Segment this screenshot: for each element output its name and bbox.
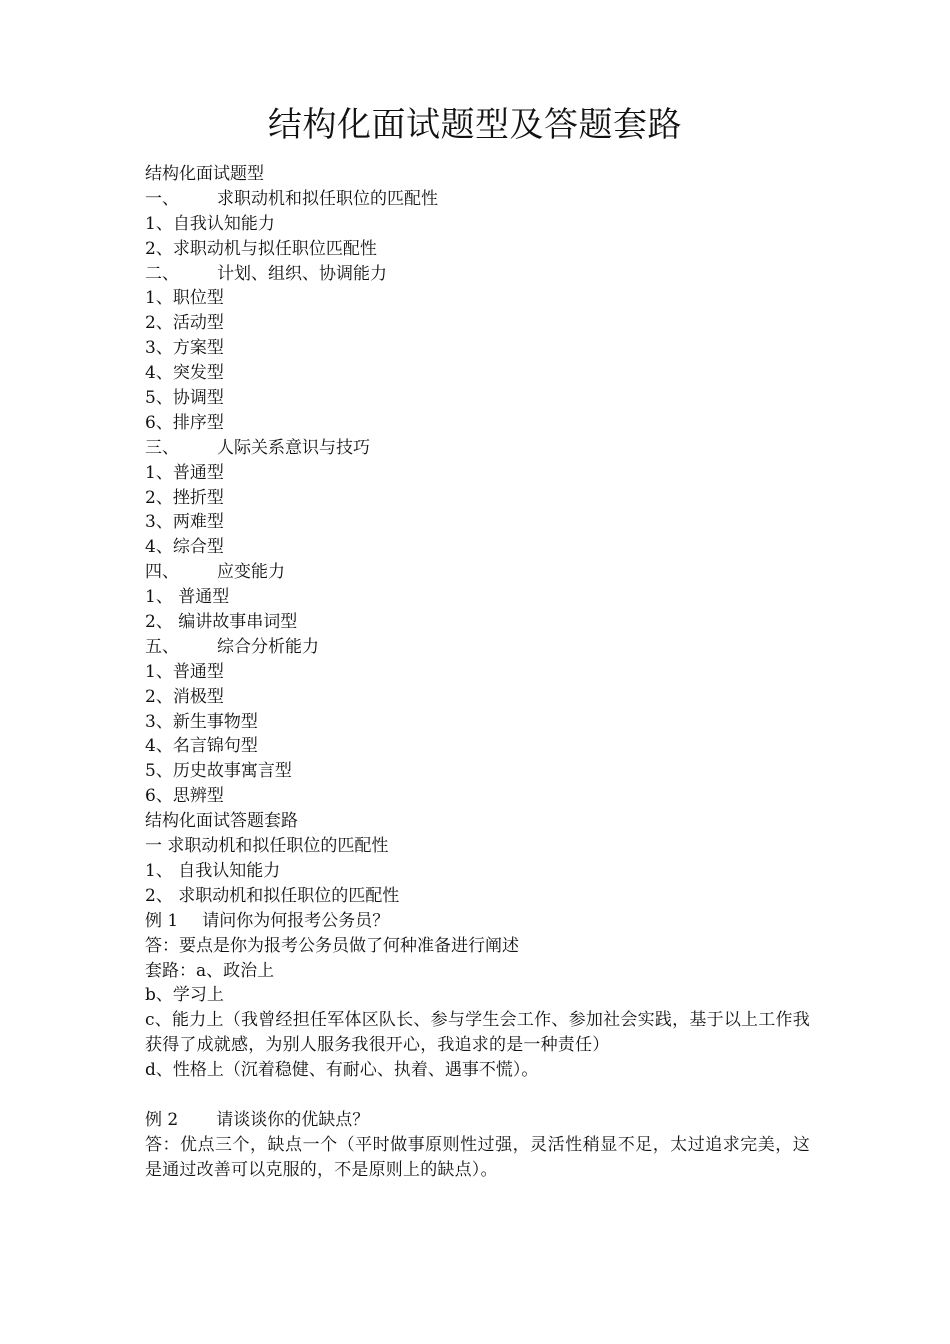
list-item: 2、求职动机与拟任职位匹配性	[145, 238, 377, 259]
category-label: 计划、组织、协调能力	[217, 263, 387, 284]
list-item: 1、普通型	[145, 462, 224, 483]
list-item: 6、排序型	[145, 412, 224, 433]
list-item: 3、方案型	[145, 338, 224, 359]
category-number: 三、	[145, 437, 179, 458]
question-text: 请问你为何报考公务员？	[202, 910, 390, 931]
answer-point: d、性格上（沉着稳健、有耐心、执着、遇事不慌）。	[145, 1060, 539, 1081]
answer-point: 套路：a、政治上	[145, 960, 275, 981]
category-heading	[145, 187, 810, 212]
category-heading	[145, 635, 810, 660]
section-heading: 结构化面试答题套路	[145, 811, 298, 832]
list-item: 2、挫折型	[145, 487, 224, 508]
category-heading	[145, 560, 810, 585]
list-item: 4、综合型	[145, 537, 224, 558]
list-item: 2、 求职动机和拟任职位的匹配性	[145, 885, 400, 906]
list-item: 1、普通型	[145, 661, 224, 682]
list-item: 1、 普通型	[145, 587, 230, 608]
example-question	[145, 1108, 810, 1133]
category-heading	[145, 262, 810, 287]
blank-line	[145, 1083, 810, 1108]
list-item: 5、历史故事寓言型	[145, 761, 292, 782]
list-item: 5、协调型	[145, 388, 224, 409]
example-question	[145, 909, 810, 934]
list-item: 2、消极型	[145, 686, 224, 707]
list-item: 3、新生事物型	[145, 711, 258, 732]
list-item: 2、活动型	[145, 313, 224, 334]
category-label: 人际关系意识与技巧	[217, 437, 370, 458]
example-number: 例 1	[145, 910, 179, 931]
category-heading	[145, 436, 810, 461]
answer-point: b、学习上	[145, 985, 224, 1006]
list-item: 4、名言锦句型	[145, 736, 258, 757]
list-item: 3、两难型	[145, 512, 224, 533]
category-label: 综合分析能力	[217, 636, 319, 657]
category-number: 四、	[145, 562, 179, 583]
document-title: 结构化面试题型及答题套路	[268, 105, 682, 145]
section-heading: 结构化面试题型	[145, 164, 264, 184]
list-item: 1、自我认知能力	[145, 213, 275, 234]
list-item: 4、突发型	[145, 363, 224, 384]
list-item: 1、 自我认知能力	[145, 860, 281, 881]
list-item: 2、 编讲故事串词型	[145, 612, 298, 633]
document-body	[145, 162, 810, 1183]
example-number: 例 2	[145, 1109, 179, 1130]
question-text: 请谈谈你的优缺点？	[216, 1109, 370, 1130]
answer-text: 答：要点是你为报考公务员做了何种准备进行阐述	[145, 935, 519, 956]
answer-point: c、能力上（我曾经担任军体区队长、参与学生会工作、参加社会实践，基于以上工作我获得了成就感，为别人服务我很开心，我追求的是一种责任）	[145, 1010, 810, 1056]
category-number: 二、	[145, 263, 179, 284]
category-label: 应变能力	[217, 562, 285, 583]
category-heading: 一 求职动机和拟任职位的匹配性	[145, 836, 389, 857]
category-number: 一、	[145, 188, 179, 209]
category-number: 五、	[145, 636, 179, 657]
list-item: 1、职位型	[145, 288, 224, 309]
list-item: 6、思辨型	[145, 786, 224, 807]
answer-text: 答：优点三个，缺点一个（平时做事原则性过强，灵活性稍显不足，太过追求完美，这是通过改善可以克服的，不是原则上的缺点）。	[145, 1134, 810, 1180]
category-label: 求职动机和拟任职位的匹配性	[217, 188, 438, 209]
